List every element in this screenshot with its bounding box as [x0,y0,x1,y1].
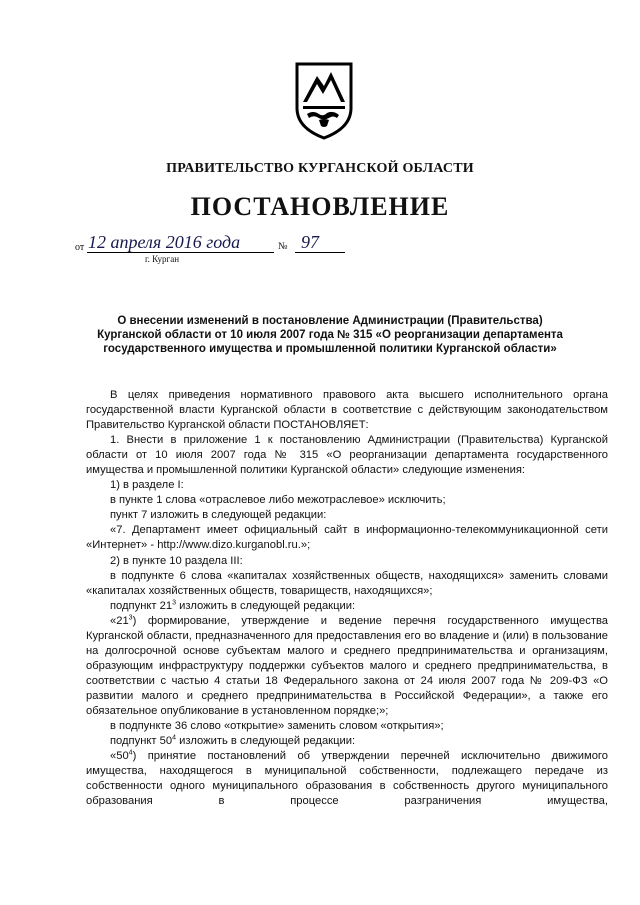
document-type: ПОСТАНОВЛЕНИЕ [190,192,450,221]
paragraph-subitem-2: 2) в пункте 10 раздела III: [110,554,243,567]
paragraph-subpoint-36: в подпункте 36 слово «открытие» заменить словом «открытия»; [110,720,444,733]
document-number: 97 [301,232,319,252]
paragraph-subpoint-21-3: подпункт $21^3$ изложить в следующей редакции: [110,598,356,612]
city-label: г. Курган [145,254,180,264]
title-line: государственного имущества и промышленной политики Курганской области» [103,343,557,355]
number-underline [295,252,345,253]
date-underline [87,252,274,253]
from-label: от [75,242,85,253]
paragraph-subpoint-50-4-text: «$50^4$) принятие постановлений об утверждении перечней исключительно движимого имущества, находящегося в муниципальной собственности, подлежащего передаче из собственности одного муниципального образования в собственность другого муниципального образования в процессе разграничения имущества, [86,749,608,808]
paragraph-item-1: 1. Внести в приложение 1 к постановлению Администрации (Правительства) Курганской области от 10 июля 2007 года № 315 «О реорганизации департамента государственного имущества и промышленной политики Курганской области» следующие изменения: [86,434,608,477]
document-body [86,388,608,809]
paragraph-subpoint-21-3-text: «$21^3$) формирование, утверждение и ведение перечня государственного имущества Курганской области, предназначенного для предоставления его во владение и (или) в пользование на долгосрочной основе субъектам малого и среднего предпринимательства и организациям, образующим инфраструктуру поддержки субъектов малого и среднего предпринимательства, в соответствии с частью 4 статьи 18 Федерального закона от 24 июля 2007 года № 209-ФЗ «О развитии малого и среднего предпринимательства в Российской Федерации», а также его обязательное опубликование в установленном порядке;»; [86,613,608,717]
paragraph-subpoint-50-4: подпункт $50^4$ изложить в следующей редакции: [110,734,356,748]
date-number-line [75,232,375,272]
paragraph-point-7-text: «7. Департамент имеет официальный сайт в информационно-телекоммуникационной сети «Интернет» - http://www.dizo.kurganobl.ru.»; [86,524,608,552]
paragraph-subpoint-6: в подпункте 6 слова «капиталах хозяйственных обществ, находящихся» заменить словами «капиталах хозяйственных обществ, товариществ, находящихся»; [86,569,608,597]
document-date: 12 апреля 2016 года [88,232,241,252]
paragraph-point-1: в пункте 1 слова «отраслевое либо межотраслевое» исключить; [110,494,446,507]
paragraph-preamble: В целях приведения нормативного правового акта высшего исполнительного органа государственной власти Курганской области в соответствие с действующим законодательством Правительство Курганской области ПОСТАНОВЛЯЕТ: [86,389,608,432]
number-label: № [278,241,288,252]
title-line: Курганской области от 10 июля 2007 года № 315 «О реорганизации департамента [97,329,563,341]
paragraph-subitem-1: 1) в разделе I: [110,479,184,492]
paragraph-point-7: пункт 7 изложить в следующей редакции: [110,509,327,522]
government-name: ПРАВИТЕЛЬСТВО КУРГАНСКОЙ ОБЛАСТИ [166,161,474,176]
document-title [80,314,580,356]
title-line: О внесении изменений в постановление Администрации (Правительства) [117,315,543,327]
coat-of-arms-emblem [293,62,355,140]
